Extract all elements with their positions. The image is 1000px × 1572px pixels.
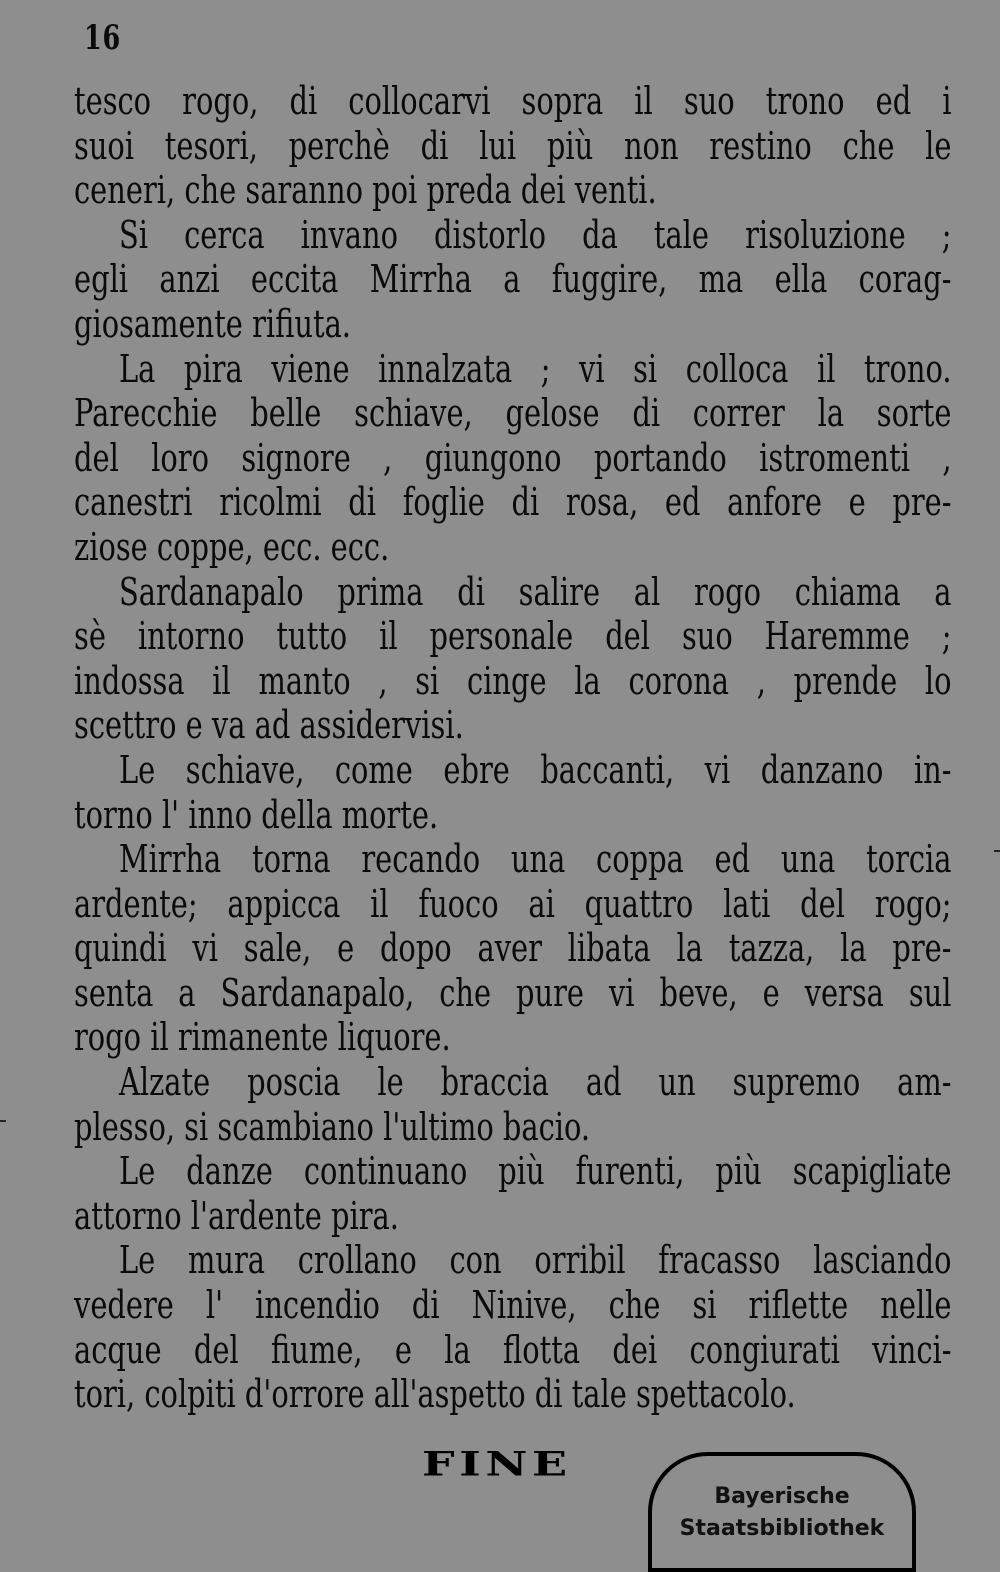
text-line: senta a Sardanapalo, che pure vi beve, e versa sul — [74, 970, 952, 1016]
text-line: giosamente rifiuta. — [74, 301, 351, 347]
text-line: ziose coppe, ecc. ecc. — [74, 524, 390, 570]
text-line: del loro signore , giungono portando istromenti , — [74, 435, 952, 481]
text-line: quindi vi sale, e dopo aver libata la tazza, la pre- — [74, 926, 952, 972]
text-line: attorno l'ardente pira. — [74, 1193, 399, 1239]
text-line: acque del fiume, e la flotta dei congiurati vinci- — [74, 1327, 952, 1373]
text-line: torno l' inno della morte. — [74, 792, 439, 838]
text-line: tesco rogo, di collocarvi sopra il suo trono ed i — [74, 79, 952, 124]
text-line: ardente; appicca il fuoco ai quattro lati del rogo; — [74, 881, 952, 927]
text-line: suoi tesori, perchè di lui più non restino che le — [74, 123, 952, 169]
text-line: Mirrha torna recando una coppa ed una torcia — [119, 837, 952, 883]
text-line: plesso, si scambiano l'ultimo bacio. — [74, 1104, 591, 1150]
text-line: La pira viene innalzata ; vi si colloca il trono. — [119, 346, 952, 392]
text-line: canestri ricolmi di foglie di rosa, ed anfore e pre- — [74, 480, 952, 526]
body-text — [74, 80, 952, 1418]
stamp-line-1: Bayerische — [714, 1484, 850, 1509]
text-line: egli anzi eccita Mirrha a fuggire, ma ella corag- — [74, 257, 952, 303]
text-line: indossa il manto , si cinge la corona , prende lo — [74, 658, 952, 704]
text-line: sè intorno tutto il personale del suo Haremme ; — [74, 614, 952, 660]
text-line: rogo il rimanente liquore. — [74, 1015, 451, 1061]
text-line: vedere l' incendio di Ninive, che si riflette nelle — [74, 1283, 952, 1329]
page-number: 16 — [84, 18, 121, 58]
edge-mark — [0, 1120, 6, 1122]
end-mark: FINE — [422, 1444, 572, 1484]
stamp-line-2: Staatsbibliothek — [679, 1516, 885, 1541]
text-line: Le mura crollano con orribil fracasso lasciando — [119, 1238, 952, 1284]
text-line: tori, colpiti d'orrore all'aspetto di tale spettacolo. — [74, 1372, 796, 1418]
edge-mark — [994, 850, 1000, 852]
text-line: Parecchie belle schiave, gelose di correr la sorte — [74, 391, 952, 437]
text-line: ceneri, che saranno poi preda dei venti. — [74, 168, 657, 214]
text-line: Le danze continuano più furenti, più scapigliate — [119, 1149, 952, 1195]
text-line: Alzate poscia le braccia ad un supremo am- — [119, 1060, 952, 1106]
text-line: Si cerca invano distorlo da tale risoluzione ; — [119, 212, 952, 258]
text-line: Sardanapalo prima di salire al rogo chiama a — [119, 569, 952, 615]
text-line: scettro e va ad assidervisi. — [74, 703, 464, 749]
text-line: Le schiave, come ebre baccanti, vi danzano in- — [119, 747, 952, 793]
library-stamp — [648, 1452, 916, 1572]
